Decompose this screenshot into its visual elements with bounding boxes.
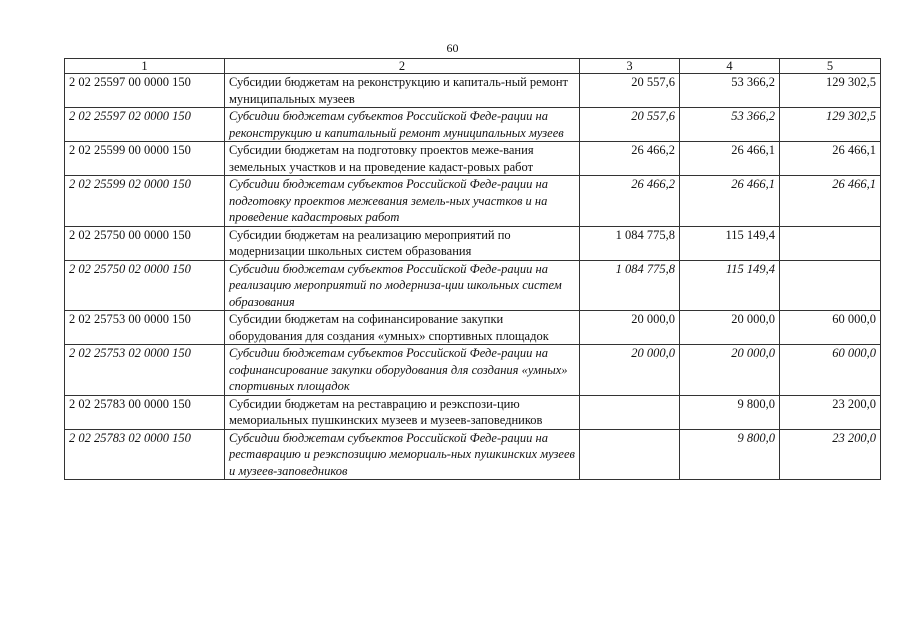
- value-2025-cell: 115 149,4: [680, 260, 780, 311]
- column-header-1: 1: [65, 59, 225, 74]
- code-cell: 2 02 25599 02 0000 150: [65, 176, 225, 227]
- column-header-3: 3: [580, 59, 680, 74]
- value-2025-cell: 53 366,2: [680, 74, 780, 108]
- table-row: [65, 429, 881, 480]
- value-2026-cell: 23 200,0: [780, 395, 881, 429]
- value-2025-cell: 20 000,0: [680, 311, 780, 345]
- page-number: 60: [446, 41, 459, 55]
- budget-table: [64, 58, 881, 480]
- description-cell: Субсидии бюджетам субъектов Российской Феде-рации на реконструкцию и капитальный ремонт муниципальных музеев: [225, 108, 580, 142]
- value-2025-cell: 53 366,2: [680, 108, 780, 142]
- description-cell: Субсидии бюджетам на подготовку проектов меже-вания земельных участков и на проведение кадаст-ровых работ: [225, 142, 580, 176]
- table-row: [65, 260, 881, 311]
- value-2026-cell: [780, 260, 881, 311]
- table-row: [65, 108, 881, 142]
- value-2025-cell: 26 466,1: [680, 176, 780, 227]
- description-cell: Субсидии бюджетам субъектов Российской Феде-рации на реализацию мероприятий по модерниза-ции школьных систем образования: [225, 260, 580, 311]
- code-cell: 2 02 25597 00 0000 150: [65, 74, 225, 108]
- header-row: [65, 59, 881, 74]
- column-header-5: 5: [780, 59, 881, 74]
- value-2024-cell: 26 466,2: [580, 142, 680, 176]
- description-cell: Субсидии бюджетам на софинансирование закупки оборудования для создания «умных» спортивных площадок: [225, 311, 580, 345]
- value-2025-cell: 9 800,0: [680, 395, 780, 429]
- value-2026-cell: 129 302,5: [780, 108, 881, 142]
- description-cell: Субсидии бюджетам на реализацию мероприятий по модернизации школьных систем образования: [225, 226, 580, 260]
- code-cell: 2 02 25783 00 0000 150: [65, 395, 225, 429]
- value-2024-cell: 20 557,6: [580, 108, 680, 142]
- code-cell: 2 02 25597 02 0000 150: [65, 108, 225, 142]
- code-cell: 2 02 25599 00 0000 150: [65, 142, 225, 176]
- value-2025-cell: 26 466,1: [680, 142, 780, 176]
- value-2026-cell: 129 302,5: [780, 74, 881, 108]
- table-row: [65, 226, 881, 260]
- value-2026-cell: 26 466,1: [780, 176, 881, 227]
- code-cell: 2 02 25753 00 0000 150: [65, 311, 225, 345]
- table-row: [65, 345, 881, 396]
- code-cell: 2 02 25750 02 0000 150: [65, 260, 225, 311]
- value-2025-cell: 115 149,4: [680, 226, 780, 260]
- description-cell: Субсидии бюджетам субъектов Российской Феде-рации на реставрацию и реэкспозицию мемориаль-ных пушкинских музеев и музеев-заповедников: [225, 429, 580, 480]
- value-2026-cell: 23 200,0: [780, 429, 881, 480]
- value-2024-cell: [580, 429, 680, 480]
- code-cell: 2 02 25753 02 0000 150: [65, 345, 225, 396]
- value-2024-cell: 1 084 775,8: [580, 226, 680, 260]
- table-row: [65, 176, 881, 227]
- value-2026-cell: [780, 226, 881, 260]
- table-row: [65, 395, 881, 429]
- value-2026-cell: 26 466,1: [780, 142, 881, 176]
- value-2025-cell: 9 800,0: [680, 429, 780, 480]
- value-2024-cell: 1 084 775,8: [580, 260, 680, 311]
- table-row: [65, 74, 881, 108]
- description-cell: Субсидии бюджетам на реконструкцию и капиталь-ный ремонт муниципальных музеев: [225, 74, 580, 108]
- value-2024-cell: 26 466,2: [580, 176, 680, 227]
- table-row: [65, 142, 881, 176]
- value-2026-cell: 60 000,0: [780, 311, 881, 345]
- description-cell: Субсидии бюджетам на реставрацию и реэкспози-цию мемориальных пушкинских музеев и музеев-заповедников: [225, 395, 580, 429]
- value-2024-cell: 20 557,6: [580, 74, 680, 108]
- value-2026-cell: 60 000,0: [780, 345, 881, 396]
- value-2024-cell: 20 000,0: [580, 345, 680, 396]
- code-cell: 2 02 25750 00 0000 150: [65, 226, 225, 260]
- column-header-4: 4: [680, 59, 780, 74]
- value-2024-cell: 20 000,0: [580, 311, 680, 345]
- description-cell: Субсидии бюджетам субъектов Российской Феде-рации на софинансирование закупки оборудования для создания «умных» спортивных площадок: [225, 345, 580, 396]
- column-header-2: 2: [225, 59, 580, 74]
- code-cell: 2 02 25783 02 0000 150: [65, 429, 225, 480]
- description-cell: Субсидии бюджетам субъектов Российской Феде-рации на подготовку проектов межевания земель-ных участков и на проведение кадастровых работ: [225, 176, 580, 227]
- value-2025-cell: 20 000,0: [680, 345, 780, 396]
- table-row: [65, 311, 881, 345]
- value-2024-cell: [580, 395, 680, 429]
